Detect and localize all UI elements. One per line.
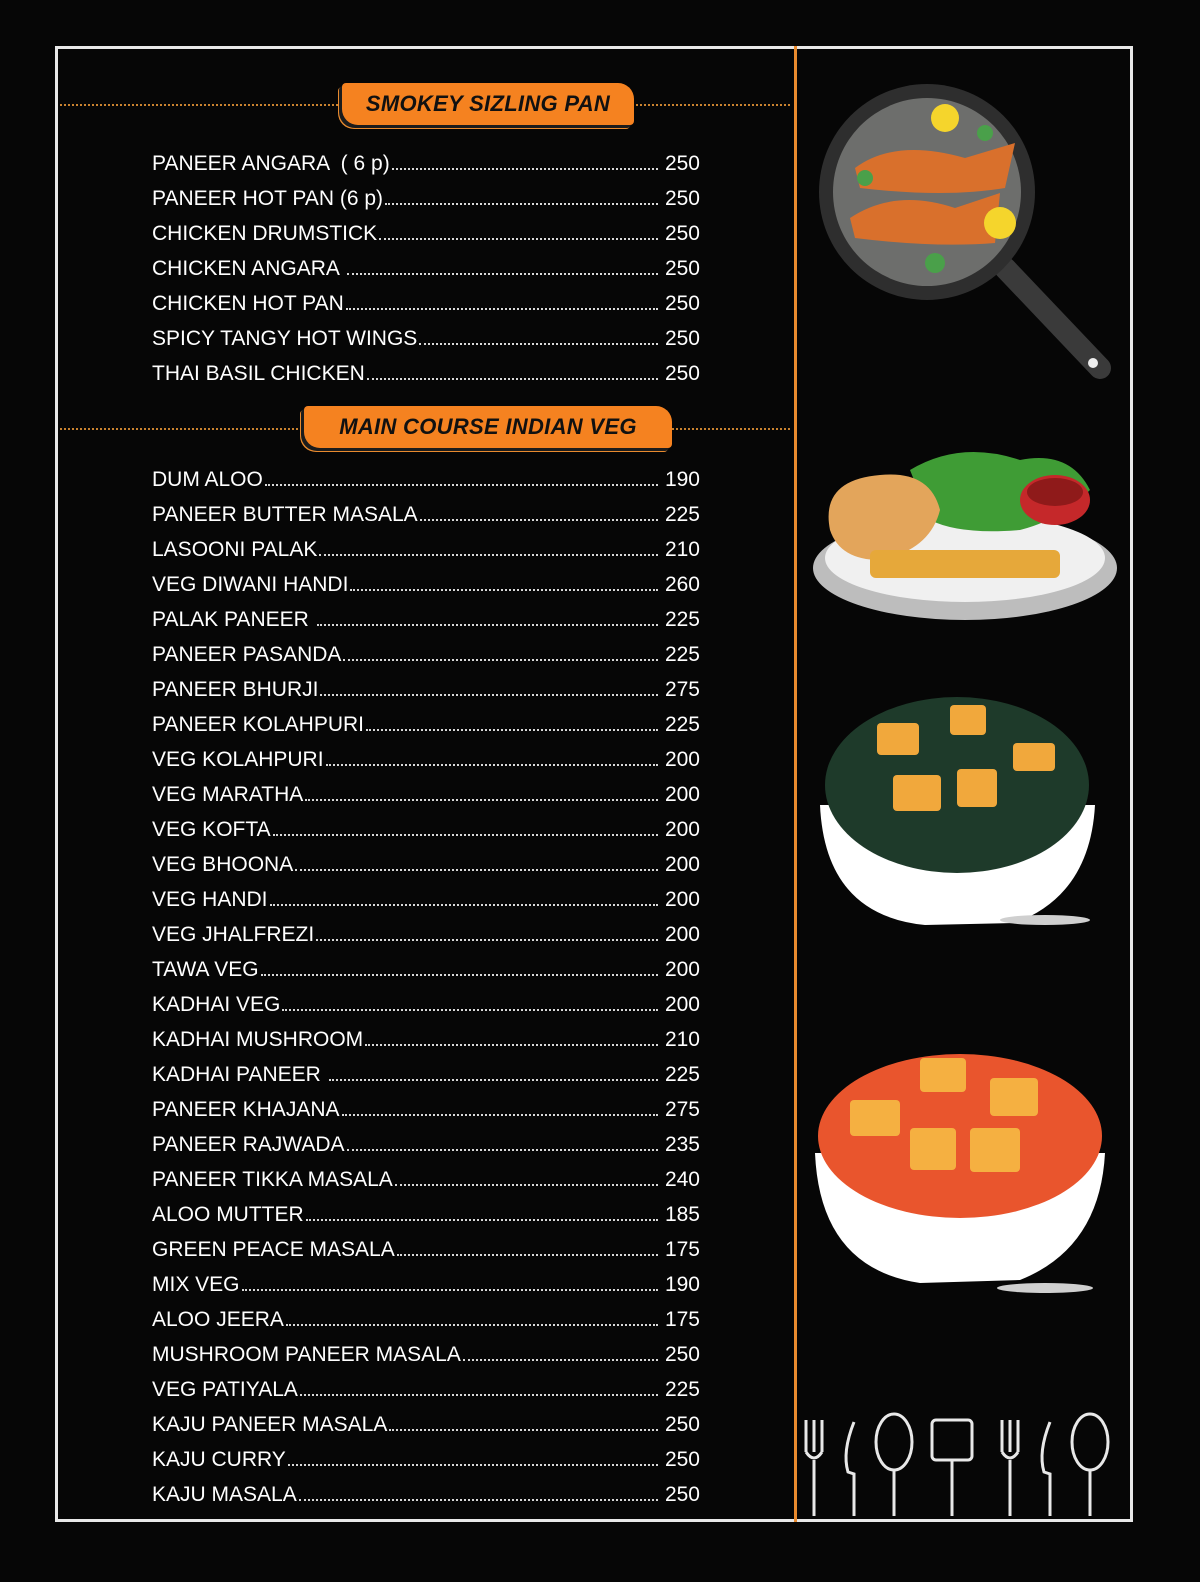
dot-leader — [299, 1499, 658, 1501]
menu-item-price: 200 — [664, 783, 700, 806]
menu-item-name: CHICKEN ANGARA — [152, 257, 345, 280]
menu-item — [152, 777, 700, 812]
dot-leader — [261, 974, 658, 976]
menu-item — [152, 462, 700, 497]
menu-item-name: MUSHROOM PANEER MASALA — [152, 1343, 461, 1366]
menu-item-price: 225 — [664, 1378, 700, 1401]
menu-item-name: PANEER BHURJI — [152, 678, 319, 701]
menu-item-name: PANEER HOT PAN (6 p) — [152, 187, 384, 210]
dot-leader — [367, 378, 658, 380]
dot-leader — [365, 1044, 658, 1046]
menu-item-price: 250 — [664, 1343, 700, 1366]
dot-leader — [343, 659, 658, 661]
paneer-curry-bowl-icon — [810, 1048, 1110, 1298]
menu-list-main-course-indian-veg — [152, 462, 700, 1512]
menu-item-price: 225 — [664, 503, 700, 526]
menu-item-name: VEG JHALFREZI — [152, 923, 315, 946]
cutlery-icon — [798, 1412, 1116, 1520]
menu-item-price: 225 — [664, 643, 700, 666]
menu-item-price: 200 — [664, 958, 700, 981]
menu-item — [152, 1057, 700, 1092]
menu-item-price: 240 — [664, 1168, 700, 1191]
menu-item-price: 225 — [664, 608, 700, 631]
menu-item — [152, 146, 700, 181]
menu-item-name: ALOO MUTTER — [152, 1203, 304, 1226]
menu-item — [152, 251, 700, 286]
menu-item — [152, 1337, 700, 1372]
menu-item-price: 210 — [664, 1028, 700, 1051]
menu-item-name: VEG PATIYALA — [152, 1378, 298, 1401]
menu-item-price: 275 — [664, 678, 700, 701]
menu-item — [152, 812, 700, 847]
menu-item — [152, 882, 700, 917]
menu-item-price: 250 — [664, 222, 700, 245]
menu-item-price: 175 — [664, 1238, 700, 1261]
menu-item-name: PALAK PANEER — [152, 608, 315, 631]
dot-leader — [389, 1429, 658, 1431]
menu-item — [152, 532, 700, 567]
menu-item-price: 225 — [664, 713, 700, 736]
menu-item-name: CHICKEN DRUMSTICK — [152, 222, 378, 245]
menu-item-name: PANEER BUTTER MASALA — [152, 503, 418, 526]
menu-item-name: KADHAI PANEER — [152, 1063, 327, 1086]
menu-item-price: 250 — [664, 327, 700, 350]
dot-leader — [346, 308, 658, 310]
menu-item-name: PANEER KOLAHPURI — [152, 713, 364, 736]
menu-item — [152, 181, 700, 216]
menu-item-price: 250 — [664, 187, 700, 210]
menu-item-price: 210 — [664, 538, 700, 561]
menu-item — [152, 1267, 700, 1302]
menu-item-name: PANEER TIKKA MASALA — [152, 1168, 393, 1191]
dot-leader — [350, 589, 658, 591]
menu-item — [152, 672, 700, 707]
menu-item — [152, 707, 700, 742]
dot-leader — [306, 1219, 658, 1221]
chicken-fries-plate-icon — [810, 440, 1122, 625]
menu-item — [152, 637, 700, 672]
menu-item-name: KADHAI VEG — [152, 993, 281, 1016]
dot-leader — [273, 834, 658, 836]
dot-leader — [286, 1324, 658, 1326]
dot-leader — [326, 764, 658, 766]
menu-item — [152, 321, 700, 356]
menu-item-price: 185 — [664, 1203, 700, 1226]
dot-leader — [463, 1359, 658, 1361]
menu-item-price: 190 — [664, 468, 700, 491]
menu-item-price: 260 — [664, 573, 700, 596]
menu-item-name: GREEN PEACE MASALA — [152, 1238, 395, 1261]
menu-item-name: LASOONI PALAK — [152, 538, 318, 561]
menu-item-price: 275 — [664, 1098, 700, 1121]
dot-leader — [419, 343, 658, 345]
menu-item-price: 200 — [664, 748, 700, 771]
menu-item-price: 250 — [664, 152, 700, 175]
dot-leader — [347, 273, 658, 275]
dot-leader — [242, 1289, 658, 1291]
dot-leader — [420, 519, 658, 521]
menu-item-name: VEG HANDI — [152, 888, 268, 911]
menu-item-price: 250 — [664, 292, 700, 315]
menu-item — [152, 1302, 700, 1337]
dot-leader — [395, 1184, 658, 1186]
dot-leader — [300, 1394, 658, 1396]
menu-list-smokey-sizling-pan — [152, 146, 700, 391]
menu-item-price: 200 — [664, 993, 700, 1016]
menu-item-name: MIX VEG — [152, 1273, 240, 1296]
menu-item — [152, 952, 700, 987]
dot-leader — [342, 1114, 659, 1116]
menu-item-name: KAJU CURRY — [152, 1448, 286, 1471]
menu-item-price: 250 — [664, 257, 700, 280]
menu-item-name: VEG BHOONA — [152, 853, 294, 876]
menu-item — [152, 987, 700, 1022]
menu-item-name: THAI BASIL CHICKEN — [152, 362, 365, 385]
dot-leader — [366, 729, 658, 731]
menu-item-name: KADHAI MUSHROOM — [152, 1028, 364, 1051]
frying-pan-fish-icon — [815, 78, 1115, 388]
menu-item-name: TAWA VEG — [152, 958, 259, 981]
menu-item — [152, 497, 700, 532]
menu-item — [152, 286, 700, 321]
menu-item-name: DUM ALOO — [152, 468, 263, 491]
menu-item-name: SPICY TANGY HOT WINGS — [152, 327, 418, 350]
menu-item — [152, 1092, 700, 1127]
menu-item-name: VEG MARATHA — [152, 783, 304, 806]
menu-item-price: 250 — [664, 1448, 700, 1471]
menu-item — [152, 742, 700, 777]
menu-item-name: ALOO JEERA — [152, 1308, 284, 1331]
menu-item-price: 225 — [664, 1063, 700, 1086]
section-title-main-course-indian-veg: MAIN COURSE INDIAN VEG — [304, 406, 672, 448]
menu-item-price: 200 — [664, 818, 700, 841]
menu-item — [152, 1232, 700, 1267]
dot-leader — [295, 869, 658, 871]
menu-item — [152, 1197, 700, 1232]
dot-leader — [329, 1079, 658, 1081]
menu-item — [152, 917, 700, 952]
dot-leader — [379, 238, 658, 240]
menu-item — [152, 847, 700, 882]
dot-leader — [305, 799, 658, 801]
dot-leader — [317, 624, 658, 626]
menu-item-price: 175 — [664, 1308, 700, 1331]
menu-item-price: 250 — [664, 1413, 700, 1436]
menu-item-name: CHICKEN HOT PAN — [152, 292, 344, 315]
dot-leader — [397, 1254, 658, 1256]
dot-leader — [319, 554, 658, 556]
menu-item-price: 200 — [664, 923, 700, 946]
dot-leader — [392, 168, 658, 170]
menu-item-price: 250 — [664, 1483, 700, 1506]
menu-item-price: 190 — [664, 1273, 700, 1296]
menu-item-price: 235 — [664, 1133, 700, 1156]
menu-item — [152, 1407, 700, 1442]
menu-item-name: PANEER PASANDA — [152, 643, 342, 666]
column-divider — [794, 46, 797, 1522]
menu-item-name: KAJU MASALA — [152, 1483, 297, 1506]
menu-item-name: PANEER KHAJANA — [152, 1098, 340, 1121]
menu-item — [152, 567, 700, 602]
menu-item-name: VEG KOFTA — [152, 818, 271, 841]
menu-item — [152, 1372, 700, 1407]
menu-item — [152, 1162, 700, 1197]
dot-leader — [282, 1009, 658, 1011]
menu-item-price: 250 — [664, 362, 700, 385]
menu-item — [152, 1022, 700, 1057]
menu-item-name: PANEER RAJWADA — [152, 1133, 345, 1156]
menu-item — [152, 1442, 700, 1477]
menu-item-name: VEG DIWANI HANDI — [152, 573, 349, 596]
menu-item-name: KAJU PANEER MASALA — [152, 1413, 388, 1436]
dot-leader — [385, 203, 658, 205]
menu-item — [152, 356, 700, 391]
section-title-smokey-sizling-pan: SMOKEY SIZLING PAN — [342, 83, 634, 125]
dot-leader — [347, 1149, 658, 1151]
dot-leader — [288, 1464, 658, 1466]
menu-item — [152, 216, 700, 251]
menu-item-name: PANEER ANGARA ( 6 p) — [152, 152, 390, 175]
palak-paneer-bowl-icon — [815, 695, 1100, 940]
dot-leader — [316, 939, 658, 941]
menu-item — [152, 602, 700, 637]
menu-item — [152, 1477, 700, 1512]
menu-item — [152, 1127, 700, 1162]
dot-leader — [320, 694, 658, 696]
menu-item-name: VEG KOLAHPURI — [152, 748, 324, 771]
menu-item-price: 200 — [664, 853, 700, 876]
menu-item-price: 200 — [664, 888, 700, 911]
dot-leader — [265, 484, 658, 486]
dot-leader — [270, 904, 658, 906]
